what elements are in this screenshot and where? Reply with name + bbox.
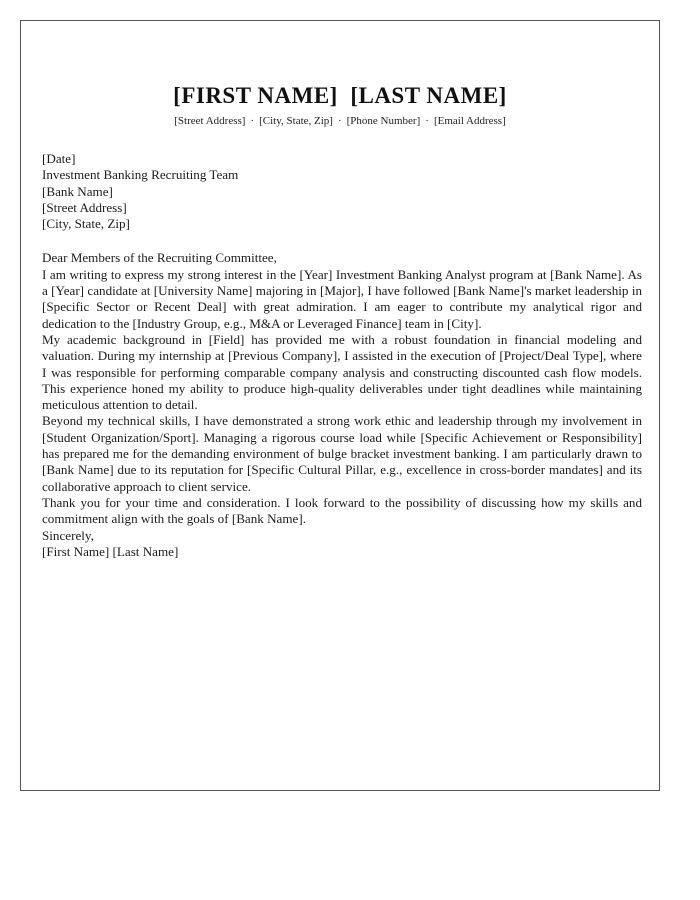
letterhead (21, 83, 659, 127)
contact-separator: · (250, 115, 255, 127)
contact-phone: [Phone Number] (346, 115, 421, 127)
letter-date: [Date] (42, 151, 76, 166)
body-paragraph-background: My academic background in [Field] has provided me with a robust foundation in financial modeling and valuation. During my internship at [Previous Company], I assisted in the execution of [Project/Deal Type], where I was responsible for performing comparable company analysis and constructing discounted cash flow models. This experience honed my ability to produce high-quality deliverables under tight deadlines while maintaining meticulous attention to detail. (42, 331, 642, 413)
salutation: Dear Members of the Recruiting Committee, (42, 250, 277, 266)
signature: [First Name] [Last Name] (42, 543, 179, 559)
contact-separator: · (337, 115, 342, 127)
body-paragraph-skills: Beyond my technical skills, I have demonstrated a strong work ethic and leadership through my involvement in [Student Organization/Sport]. Managing a rigorous course load while [Specific Achievement or Responsibility] has prepared me for the demanding environment of bulge bracket investment banking. I am particularly drawn to [Bank Name] due to its reputation for [Specific Cultural Pillar, e.g., excellence in cross-border mandates] and its collaborative approach to client service. (42, 413, 642, 494)
letter-body (42, 151, 642, 560)
contact-email: [Email Address] (433, 115, 506, 127)
recipient-team: Investment Banking Recruiting Team (42, 167, 239, 183)
contact-line (21, 115, 659, 127)
body-paragraph-closing: Thank you for your time and consideration. I look forward to the possibility of discussing how my skills and commitment align with the goals of [Bank Name]. (42, 494, 642, 527)
recipient-block (42, 167, 642, 232)
body-paragraph-intro: I am writing to express my strong interest in the [Year] Investment Banking Analyst program at [Bank Name]. As a [Year] candidate at [University Name] majoring in [Major], I have followed [Bank Name]'s market leadership in [Specific Sector or Recent Deal] with great admiration. I am eager to contribute my analytical rigor and dedication to the [Industry Group, e.g., M&A or Leveraged Finance] team in [City]. (42, 266, 642, 331)
letter-page (20, 20, 660, 791)
recipient-bank-name: [Bank Name] (42, 183, 113, 199)
sender-name: [FIRST NAME] [LAST NAME] (173, 83, 507, 108)
contact-city-state-zip: [City, State, Zip] (259, 115, 333, 127)
recipient-street-address: [Street Address] (42, 199, 127, 215)
contact-separator: · (425, 115, 429, 127)
contact-street-address: [Street Address] (174, 115, 246, 127)
closing: Sincerely, (42, 527, 94, 543)
recipient-city-state-zip: [City, State, Zip] (42, 216, 130, 232)
